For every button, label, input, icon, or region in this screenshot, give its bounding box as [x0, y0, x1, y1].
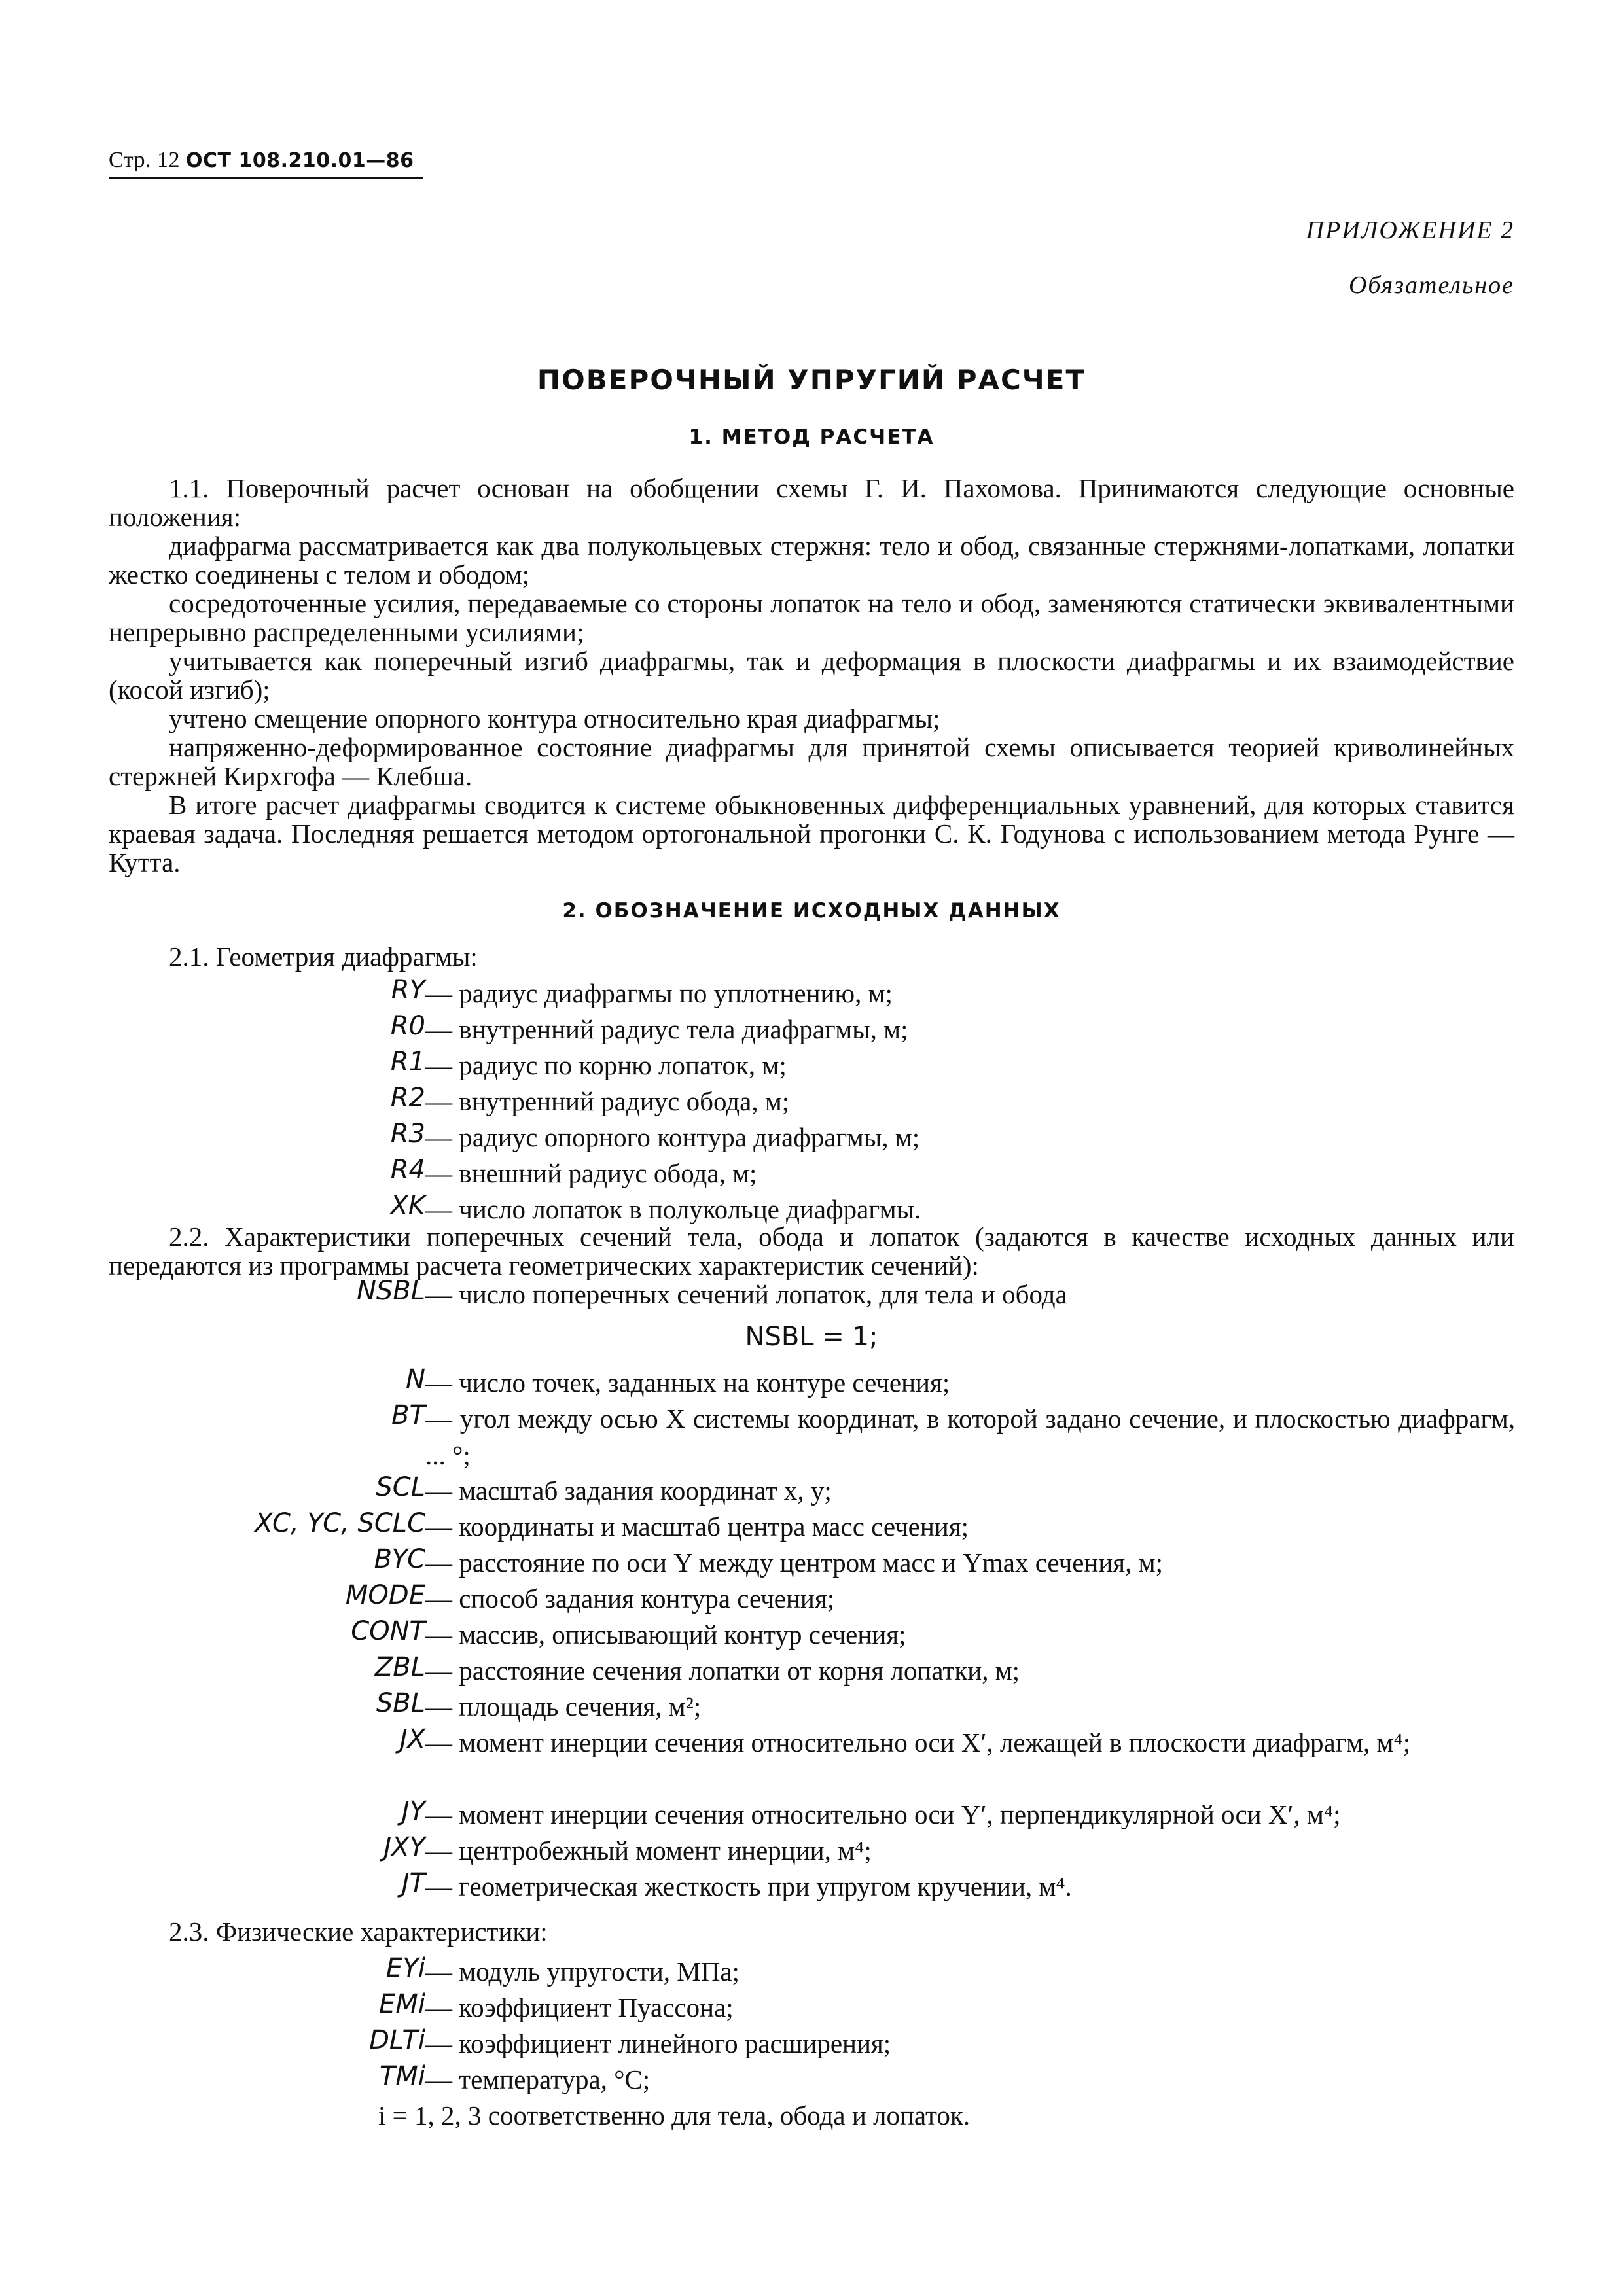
definition-row: [0, 1580, 1623, 1613]
definition-row: [0, 1155, 1623, 1188]
description: — расстояние по оси Y между центром масс и Ymax сечения, м;: [425, 1547, 1163, 1578]
list-item: учтено смещение опорного контура относительно края диафрагмы;: [169, 703, 940, 733]
description: — температура, °С;: [425, 2064, 651, 2094]
appendix-label: ПРИЛОЖЕНИЕ 2: [1306, 217, 1514, 244]
definition-row: [0, 1652, 1623, 1685]
symbol: N: [406, 1364, 425, 1394]
definition-row: [0, 1083, 1623, 1116]
description: — внутренний радиус обода, м;: [425, 1086, 790, 1116]
paragraph-summary: В итоге расчет диафрагмы сводится к системе обыкновенных дифференциальных уравнений, для которых ставится краевая задача. Последняя решается методом ортогональной прогонки С. К. Годунова с использованием метода Рунге — Кутта.: [109, 790, 1514, 877]
definition-row: [0, 1119, 1623, 1152]
definition-row: [0, 1953, 1623, 1986]
symbol: R3: [390, 1119, 425, 1149]
description: — внутренний радиус тела диафрагмы, м;: [425, 1014, 908, 1044]
symbol: R0: [390, 1011, 425, 1041]
symbol: XC, YC, SCLC: [255, 1508, 425, 1538]
symbol: JT: [401, 1868, 425, 1898]
symbol: JY: [401, 1796, 425, 1826]
appendix-status: Обязательное: [1348, 272, 1514, 299]
subsection-2-1: [109, 942, 1514, 971]
symbol: R2: [390, 1083, 425, 1113]
description: — радиус опорного контура диафрагмы, м;: [425, 1122, 920, 1152]
definition-row: [0, 2061, 1623, 2094]
description: — расстояние сечения лопатки от корня лопатки, м;: [425, 1655, 1020, 1686]
symbol: ZBL: [374, 1652, 425, 1682]
symbol: EYi: [385, 1953, 425, 1983]
list-item: сосредоточенные усилия, передаваемые со стороны лопаток на тело и обод, заменяются статически эквивалентными непрерывно распределенными усилиями;: [109, 588, 1514, 647]
definition-row: [0, 1868, 1623, 1901]
definition-row: [0, 1796, 1623, 1829]
definition-row: [0, 1400, 1623, 1470]
definition-row: [0, 1011, 1623, 1044]
formula-nsbl: NSBL = 1;: [745, 1322, 878, 1352]
description: — геометрическая жесткость при упругом кручении, м⁴.: [425, 1871, 1072, 1901]
symbol: TMi: [379, 2061, 425, 2091]
definition-row: [0, 975, 1623, 1008]
subsection-2-3: [109, 1917, 1514, 1946]
description: — модуль упругости, МПа;: [425, 1956, 740, 1987]
definition-row: [0, 1364, 1623, 1397]
symbol: DLTi: [369, 2025, 425, 2055]
description: — число поперечных сечений лопаток, для тела и обода: [425, 1279, 1067, 1309]
index-note-row: [0, 2097, 1623, 2130]
symbol: XK: [390, 1191, 425, 1221]
symbol: MODE: [345, 1580, 425, 1610]
description: — способ задания контура сечения;: [425, 1583, 835, 1614]
definition-row: [0, 1047, 1623, 1080]
symbol: BT: [391, 1400, 425, 1430]
symbol: NSBL: [356, 1276, 425, 1306]
subsection-2-3-title: 2.3. Физические характеристики:: [169, 1916, 548, 1947]
section-1-heading: 1. МЕТОД РАСЧЕТА: [688, 425, 935, 449]
definition-row: [0, 1508, 1623, 1541]
definition-row: [0, 1724, 1623, 1757]
definition-row: [0, 1989, 1623, 2022]
description: — коэффициент Пуассона;: [425, 1992, 734, 2022]
description: — масштаб задания координат x, y;: [425, 1475, 832, 1506]
symbol: BYC: [374, 1544, 425, 1574]
description: — площадь сечения, м²;: [425, 1691, 702, 1722]
page-label: Стр. 12: [109, 148, 181, 172]
standard-number: ОСТ 108.210.01—86: [186, 149, 414, 172]
definition-row: [0, 1688, 1623, 1721]
symbol: R1: [390, 1047, 425, 1077]
description: — коэффициент линейного расширения;: [425, 2028, 891, 2058]
subsection-2-2-title: 2.2. Характеристики поперечных сечений тела, обода и лопаток (задаются в качестве исходных данных или передаются из программы расчета геометрических характеристик сечений):: [109, 1222, 1514, 1280]
subsection-2-1-title: 2.1. Геометрия диафрагмы:: [169, 942, 478, 972]
document-title: ПОВЕРОЧНЫЙ УПРУГИЙ РАСЧЕТ: [537, 364, 1086, 396]
symbol: SBL: [376, 1688, 425, 1718]
definition-row: [0, 1276, 1623, 1309]
symbol: CONT: [351, 1616, 425, 1646]
running-header: [109, 148, 423, 179]
description: — радиус по корню лопаток, м;: [425, 1050, 787, 1080]
description: — координаты и масштаб центра масс сечения;: [425, 1511, 969, 1542]
definition-row: [0, 1616, 1623, 1649]
symbol: R4: [390, 1155, 425, 1185]
description: — массив, описывающий контур сечения;: [425, 1619, 906, 1650]
description: — момент инерции сечения относительно оси X′, лежащей в плоскости диафрагм, м⁴;: [425, 1727, 1411, 1757]
list-item: напряженно-деформированное состояние диафрагмы для принятой схемы описывается теорией криволинейных стержней Кирхгофа — Клебша.: [109, 732, 1514, 791]
list-item: учитывается как поперечный изгиб диафрагмы, так и деформация в плоскости диафрагмы и их взаимодействие (косой изгиб);: [109, 646, 1514, 705]
description: — момент инерции сечения относительно оси Y′, перпендикулярной оси X′, м⁴;: [425, 1799, 1341, 1829]
description: — радиус диафрагмы по уплотнению, м;: [425, 978, 893, 1008]
definition-row: [0, 1472, 1623, 1505]
definition-row: [0, 1544, 1623, 1577]
paragraph-1-1: 1.1. Поверочный расчет основан на обобщении схемы Г. И. Пахомова. Принимаются следующие основные положения:: [109, 473, 1514, 532]
description: — число лопаток в полукольце диафрагмы.: [425, 1194, 921, 1224]
symbol: JX: [399, 1724, 425, 1754]
list-item: диафрагма рассматривается как два полукольцевых стержня: тело и обод, связанные стержнями-лопатками, лопатки жестко соединены с телом и ободом;: [109, 531, 1514, 590]
symbol: RY: [391, 975, 425, 1005]
description: — внешний радиус обода, м;: [425, 1158, 757, 1188]
description: — угол между осью X системы координат, в которой задано сечение, и плоскостью диафрагм, ... °;: [425, 1404, 1515, 1470]
section-2-heading: 2. ОБОЗНАЧЕНИЕ ИСХОДНЫХ ДАННЫХ: [562, 899, 1061, 923]
symbol: JXY: [383, 1832, 425, 1862]
index-note: i = 1, 2, 3 соответственно для тела, обода и лопаток.: [378, 2100, 971, 2130]
description: — центробежный момент инерции, м⁴;: [425, 1835, 872, 1865]
section-1-body: [109, 474, 1514, 877]
symbol: SCL: [376, 1472, 425, 1502]
definition-row: [0, 1832, 1623, 1865]
symbol: EMi: [379, 1989, 425, 2019]
definition-row: [0, 2025, 1623, 2058]
subsection-2-2: [109, 1222, 1514, 1280]
description: — число точек, заданных на контуре сечения;: [425, 1368, 950, 1398]
definition-row: [0, 1191, 1623, 1224]
